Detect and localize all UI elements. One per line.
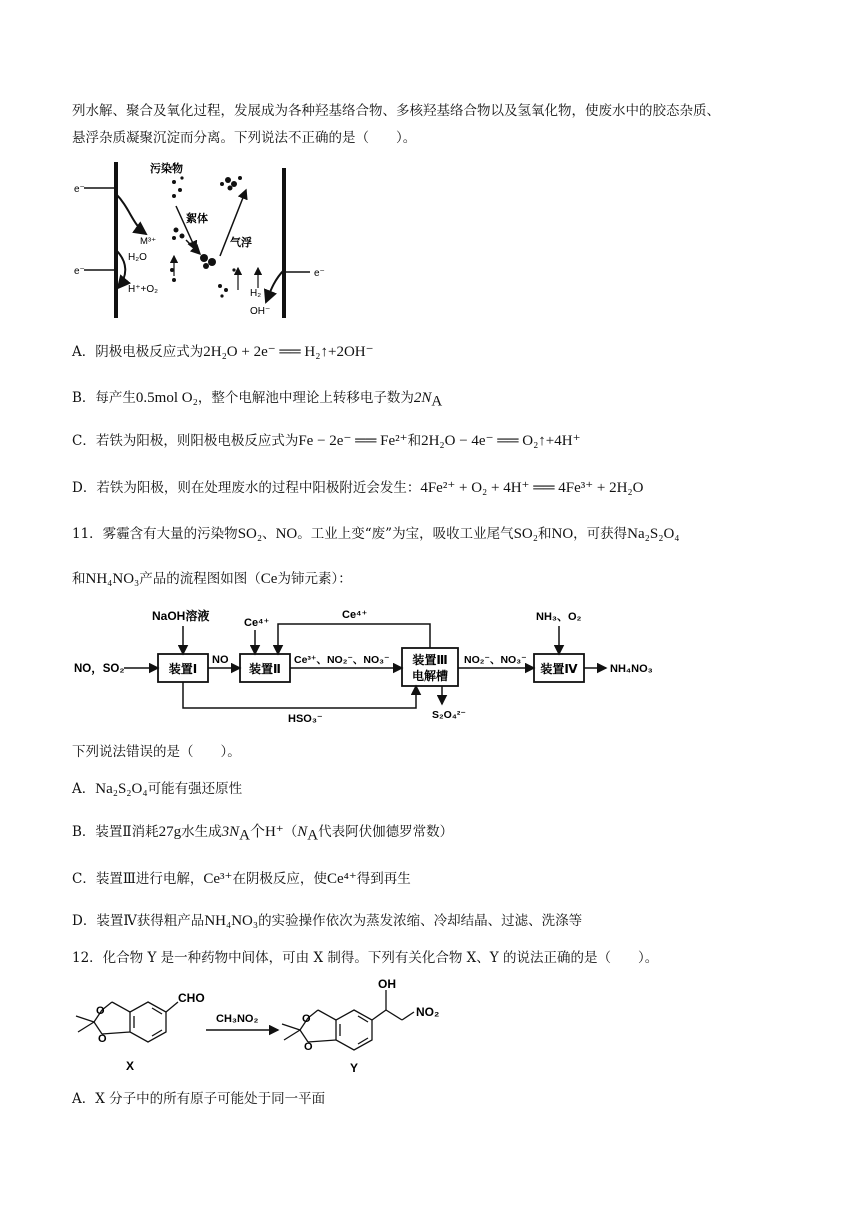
pollutant-label: 污染物	[150, 163, 183, 175]
y-ring-oxygen-1: O	[302, 1013, 311, 1025]
q10-option-a: A．阴极电极反应式为2H₂O + 2e⁻ ══ H₂↑+2OH⁻	[72, 344, 374, 360]
water-label: H₂O	[128, 252, 147, 263]
device-3-sublabel: 电解槽	[411, 669, 449, 683]
q11-option-c: C．装置Ⅲ进行电解，Ce³⁺在阴极反应，使Ce⁴⁺得到再生	[72, 871, 411, 887]
electron-label-2: e⁻	[74, 266, 85, 277]
q10-option-c: C．若铁为阳极，则阳极电极反应式为Fe − 2e⁻ ══ Fe²⁺和2H₂O − 4e⁻ ══ O₂↑+4H⁺	[72, 433, 581, 449]
nh3-o2-label: NH₃、O₂	[536, 611, 582, 623]
nitrite-label: NO₂⁻、NO₃⁻	[464, 654, 527, 666]
no-label: NO	[212, 654, 229, 666]
q12-option-a: A．X 分子中的所有原子可能处于同一平面	[72, 1091, 326, 1107]
hso3-label: HSO₃⁻	[288, 713, 323, 725]
product-label: NH₄NO₃	[610, 663, 653, 675]
reagent-label: CH₃NO₂	[216, 1013, 259, 1025]
q11-stem-line-2: 和NH₄NO₃产品的流程图如图（Ce为铈元素）：	[72, 571, 352, 587]
hydrogen-label: H₂	[250, 288, 262, 299]
anode-products-label: H⁺+O₂	[128, 284, 158, 295]
electron-label-3: e⁻	[314, 268, 325, 279]
q12-stem: 12．化合物 Y 是一种药物中间体，可由 X 制得。下列有关化合物 X、Y 的说法正确的是（ ）。	[72, 950, 659, 966]
q11-option-d: D．装置Ⅳ获得粗产品NH₄NO₃的实验操作依次为蒸发浓缩、冷却结晶、过滤、洗涤等	[72, 913, 583, 929]
naoh-label: NaOH溶液	[152, 609, 210, 623]
q11-flowchart	[72, 600, 672, 730]
electrocoagulation-figure	[70, 150, 340, 325]
float-label: 气浮	[230, 237, 252, 249]
q11-stem-line-1: 11．雾霾含有大量的污染物SO₂、NO。工业上变“废”为宝，吸收工业尾气SO₂和NO，可获得Na₂S₂O₄	[72, 526, 680, 542]
s2o4-label: S₂O₄²⁻	[432, 709, 466, 721]
ce4-return-label: Ce⁴⁺	[342, 609, 368, 621]
ce4-in-label: Ce⁴⁺	[244, 617, 270, 629]
y-ring-oxygen-2: O	[304, 1041, 313, 1053]
q11-question: 下列说法错误的是（ ）。	[72, 744, 241, 760]
no2-label: NO₂	[416, 1005, 440, 1019]
electron-label-1: e⁻	[74, 184, 85, 195]
q10-option-b: B．每产生0.5mol O₂，整个电解池中理论上转移电子数为$2N_A$	[72, 390, 443, 410]
floc-label: 絮体	[186, 213, 208, 225]
molecule-x-structure	[76, 1002, 178, 1042]
oh-label: OH	[378, 977, 396, 991]
q10-option-d: D．若铁为阳极，则在处理废水的过程中阳极附近会发生：4Fe²⁺ + O₂ + 4H⁺ ══ 4Fe³⁺ + 2H₂O	[72, 480, 644, 496]
ions-label: Ce³⁺、NO₂⁻、NO₃⁻	[294, 654, 390, 666]
q11-option-b: B．装置Ⅱ消耗27g水生成$3N_A$个$H^+(N_A$代表阿伏伽德罗常数）	[72, 824, 454, 844]
cho-label: CHO	[178, 991, 205, 1005]
y-label: Y	[350, 1061, 359, 1075]
metal-ion-label: M³⁺	[140, 236, 157, 247]
device-3-label: 装置Ⅲ	[412, 653, 448, 667]
feed-label: NO，SO₂	[74, 663, 125, 675]
hydroxide-label: OH⁻	[250, 306, 271, 317]
device-2-label: 装置Ⅱ	[249, 662, 281, 676]
device-1-label: 装置Ⅰ	[168, 662, 198, 676]
q10-intro-line-2: 悬浮杂质凝聚沉淀而分离。下列说法不正确的是（ ）。	[72, 130, 417, 146]
q11-option-a: A．Na₂S₂O₄可能有强还原性	[72, 781, 243, 797]
x-label: X	[126, 1059, 135, 1073]
q10-intro-line-1: 列水解、聚合及氧化过程，发展成为各种羟基络合物、多核羟基络合物以及氢氧化物，使废水中的胶态杂质、	[72, 103, 720, 119]
q12-reaction-scheme	[68, 972, 468, 1082]
device-4-label: 装置Ⅳ	[540, 662, 578, 676]
x-ring-oxygen-1: O	[96, 1005, 105, 1017]
x-ring-oxygen-2: O	[98, 1033, 107, 1045]
